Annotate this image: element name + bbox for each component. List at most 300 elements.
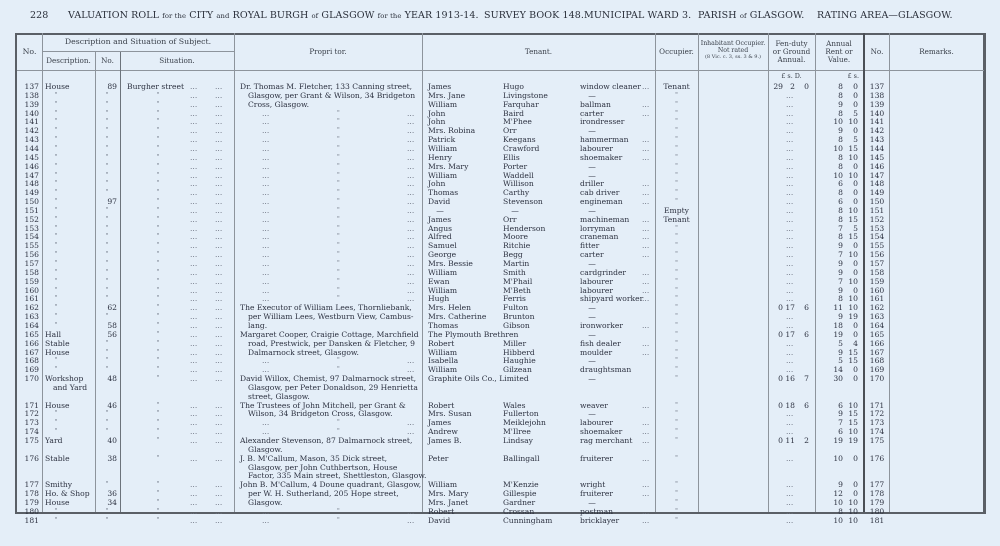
street-number: " bbox=[105, 109, 109, 117]
row-number-right: 166 bbox=[869, 338, 885, 348]
col-header-occupier: Occupier. bbox=[659, 47, 694, 56]
leader-dots: ... bbox=[642, 214, 650, 224]
feu-pounds: 0 bbox=[778, 374, 783, 384]
tenant-first-name: Robert bbox=[428, 506, 455, 516]
ditto-mark: " bbox=[337, 507, 340, 515]
proprietor-line: lang. bbox=[248, 320, 268, 330]
tenant-surname: Ballingall bbox=[503, 453, 540, 463]
tenant-surname: Gillespie bbox=[503, 489, 537, 499]
tenant-first-name: William bbox=[428, 99, 458, 109]
feu-shillings: 18 bbox=[785, 400, 795, 410]
street-number: " bbox=[105, 233, 109, 241]
leader-dots: ... bbox=[407, 232, 415, 242]
rent-pounds: 14 bbox=[833, 365, 843, 375]
rent-pounds: 9 bbox=[838, 347, 843, 357]
feu-empty-dots: ... bbox=[786, 179, 794, 189]
description: " bbox=[54, 189, 58, 197]
tenant-first-name: William bbox=[428, 365, 458, 375]
leader-dots: ... bbox=[215, 312, 223, 322]
occupation: labourer bbox=[580, 418, 614, 428]
description: Ho. & Shop bbox=[45, 489, 90, 499]
rent-pounds: 6 bbox=[838, 427, 843, 437]
tenant-surname: Orr bbox=[503, 214, 517, 224]
leader-dots: ... bbox=[407, 161, 415, 171]
occupier: " bbox=[675, 339, 678, 347]
occupation: carter bbox=[580, 108, 604, 118]
leader-dots: ... bbox=[642, 82, 650, 91]
rent-pounds: 19 bbox=[833, 329, 843, 339]
occupation: ironworker bbox=[580, 320, 623, 330]
occupier: Empty bbox=[664, 205, 689, 215]
rent-pounds: 9 bbox=[838, 285, 843, 295]
situation: " bbox=[156, 277, 160, 285]
street-number: 40 bbox=[107, 436, 117, 445]
row-number-right: 175 bbox=[869, 436, 885, 445]
proprietor-line: street, Glasgow. bbox=[248, 391, 310, 401]
tenant-first-name: James bbox=[428, 214, 452, 224]
tenant-first-name: Thomas bbox=[428, 188, 459, 198]
row-number-right: 173 bbox=[869, 418, 885, 428]
occupier: " bbox=[675, 348, 678, 356]
occupier: " bbox=[675, 286, 678, 294]
tenant-surname: M'Kenzie bbox=[503, 480, 539, 490]
col-header-remarks: Remarks. bbox=[919, 47, 954, 56]
description: " bbox=[54, 109, 58, 117]
description: " bbox=[54, 516, 58, 524]
row-number: 141 bbox=[24, 117, 39, 127]
street-number: " bbox=[105, 348, 109, 356]
leader-dots: ... bbox=[642, 400, 650, 410]
street-number: " bbox=[105, 357, 109, 365]
situation: " bbox=[156, 419, 160, 427]
street-number: 62 bbox=[107, 303, 117, 313]
leader-dots: ... bbox=[215, 232, 223, 242]
situation: " bbox=[156, 268, 160, 276]
leader-dots: ... bbox=[215, 82, 223, 91]
row-number: 169 bbox=[24, 365, 39, 375]
leader-dots: ... bbox=[262, 223, 270, 233]
ditto-mark: " bbox=[337, 419, 340, 427]
rent-pounds: 8 bbox=[838, 152, 843, 162]
situation: " bbox=[156, 516, 160, 524]
title-text: for the bbox=[377, 12, 402, 20]
description: " bbox=[54, 100, 58, 108]
rent-pounds: 8 bbox=[838, 90, 843, 100]
occupation: — bbox=[588, 303, 596, 313]
row-number: 149 bbox=[24, 188, 39, 198]
tenant-surname: Ferris bbox=[503, 294, 526, 304]
row-number-right: 180 bbox=[869, 506, 885, 516]
rent-shillings: 0 bbox=[853, 480, 858, 490]
tenant-first-name: Mrs. Helen bbox=[428, 303, 472, 313]
leader-dots: ... bbox=[190, 276, 198, 286]
occupation: labourer bbox=[580, 285, 614, 295]
situation: " bbox=[156, 330, 160, 338]
col-rule bbox=[698, 33, 699, 512]
street-number: 89 bbox=[107, 82, 117, 91]
leader-dots: ... bbox=[407, 197, 415, 207]
tenant-first-name: Mrs. Susan bbox=[428, 409, 472, 419]
leader-dots: ... bbox=[262, 188, 270, 198]
row-number-right: 148 bbox=[869, 179, 885, 189]
leader-dots: ... bbox=[190, 241, 198, 251]
description: " bbox=[54, 242, 58, 250]
feu-empty-dots: ... bbox=[786, 259, 794, 268]
header-line: Fen-duty bbox=[775, 39, 808, 48]
occupier: " bbox=[675, 366, 678, 374]
situation: " bbox=[156, 454, 160, 462]
leader-dots: ... bbox=[190, 267, 198, 277]
tenant-surname: Cunningham bbox=[503, 515, 553, 525]
feu-empty-dots: ... bbox=[786, 276, 794, 286]
occupier: " bbox=[675, 419, 678, 427]
leader-dots: ... bbox=[190, 497, 198, 507]
occupation: — bbox=[588, 205, 596, 215]
situation: " bbox=[156, 321, 160, 329]
title-text: and bbox=[216, 12, 230, 20]
leader-dots: ... bbox=[642, 320, 650, 330]
rent-shillings: 0 bbox=[853, 82, 858, 91]
feu-pence: 2 bbox=[804, 436, 809, 445]
description: " bbox=[54, 118, 58, 126]
tenant-first-name: John bbox=[428, 179, 446, 189]
situation: " bbox=[156, 401, 160, 409]
leader-dots: ... bbox=[190, 374, 198, 384]
leader-dots: ... bbox=[407, 294, 415, 304]
tenant-first-name: William bbox=[428, 267, 458, 277]
row-number: 144 bbox=[24, 143, 39, 153]
proprietor-line: Margaret Cooper, Craigie Cottage, Marchfield bbox=[240, 329, 419, 339]
proprietor-line: Glasgow. bbox=[248, 497, 283, 507]
row-number-right: 141 bbox=[869, 117, 885, 127]
rent-pounds: 9 bbox=[838, 409, 843, 419]
leader-dots: ... bbox=[215, 303, 223, 313]
tenant-surname: Haughie bbox=[503, 356, 536, 366]
occupation: window cleaner bbox=[580, 82, 641, 91]
occupier: " bbox=[675, 516, 678, 524]
street-number: " bbox=[105, 481, 109, 489]
tenant-surname: Carthy bbox=[503, 188, 530, 198]
row-number: 145 bbox=[24, 152, 39, 162]
row-number: 158 bbox=[24, 267, 39, 277]
row-number-right: 178 bbox=[869, 489, 885, 499]
tenant-first-name: Henry bbox=[428, 152, 452, 162]
leader-dots: ... bbox=[190, 232, 198, 242]
occupier: " bbox=[675, 251, 678, 259]
leader-dots: ... bbox=[215, 90, 223, 100]
feu-empty-dots: ... bbox=[786, 365, 794, 375]
street-number: 48 bbox=[107, 374, 117, 384]
row-number-right: 149 bbox=[869, 188, 885, 198]
row-number-right: 137 bbox=[869, 82, 885, 91]
description: " bbox=[54, 91, 58, 99]
parish-text: GLASGOW. bbox=[749, 10, 805, 21]
leader-dots: ... bbox=[262, 285, 270, 295]
leader-dots: ... bbox=[190, 294, 198, 304]
street-number: " bbox=[105, 162, 109, 170]
situation: " bbox=[156, 136, 160, 144]
tenant-first-name: Robert bbox=[428, 338, 455, 348]
occupier: " bbox=[675, 171, 678, 179]
title-text: ROYAL BURGH bbox=[232, 10, 309, 21]
situation: " bbox=[156, 206, 160, 214]
leader-dots: ... bbox=[215, 214, 223, 224]
description: " bbox=[54, 286, 58, 294]
rent-pounds: 7 bbox=[838, 223, 843, 233]
feu-shillings: 17 bbox=[785, 329, 795, 339]
rent-pounds: 8 bbox=[838, 108, 843, 118]
feu-pounds: 0 bbox=[778, 329, 783, 339]
rent-shillings: 10 bbox=[848, 152, 858, 162]
tenant-first-name: Andrew bbox=[428, 427, 458, 437]
street-number: " bbox=[105, 118, 109, 126]
occupier: " bbox=[675, 162, 678, 170]
feu-empty-dots: ... bbox=[786, 223, 794, 233]
leader-dots: ... bbox=[407, 205, 415, 215]
tenant-first-name: David bbox=[428, 197, 451, 207]
leader-dots: ... bbox=[190, 126, 198, 136]
occupier: " bbox=[675, 100, 678, 108]
street-number: " bbox=[105, 153, 109, 161]
rent-shillings: 0 bbox=[853, 320, 858, 330]
occupation: wright bbox=[580, 480, 606, 490]
rent-shillings: 15 bbox=[848, 356, 858, 366]
col-header-no: No. bbox=[22, 47, 37, 56]
tenant-surname: Wales bbox=[503, 400, 526, 410]
occupier: " bbox=[675, 189, 678, 197]
feu-empty-dots: ... bbox=[786, 126, 794, 136]
rent-pounds: 9 bbox=[838, 99, 843, 109]
leader-dots: ... bbox=[642, 267, 650, 277]
leader-dots: ... bbox=[407, 276, 415, 286]
tenant-surname: M'Ilree bbox=[503, 427, 531, 437]
leader-dots: ... bbox=[190, 108, 198, 118]
description: " bbox=[54, 198, 58, 206]
row-number-right: 155 bbox=[869, 241, 885, 251]
leader-dots: ... bbox=[215, 320, 223, 330]
rent-shillings: 10 bbox=[848, 427, 858, 437]
header-line: (8 Vic. c. 3, ss. 3 & 9.) bbox=[704, 54, 761, 60]
situation: " bbox=[156, 251, 160, 259]
row-number-right: 171 bbox=[869, 400, 885, 410]
tenant-surname: Gibson bbox=[503, 320, 530, 330]
occupation: draughtsman bbox=[580, 365, 632, 375]
rent-pounds: 10 bbox=[833, 143, 843, 153]
leader-dots: ... bbox=[190, 418, 198, 428]
row-number: 172 bbox=[24, 409, 39, 419]
occupier: Tenant bbox=[663, 214, 690, 224]
row-number-right: 138 bbox=[869, 90, 885, 100]
occupation: lorryman bbox=[580, 223, 616, 233]
description: " bbox=[54, 224, 58, 232]
rent-shillings: 5 bbox=[853, 223, 858, 233]
col-header-proprietor: Propri tor. bbox=[309, 47, 347, 56]
occupier: Tenant bbox=[663, 82, 690, 91]
tenant-surname: Moore bbox=[503, 232, 529, 242]
occupier: " bbox=[675, 153, 678, 161]
description: " bbox=[54, 277, 58, 285]
municipal-ward: MUNICIPAL WARD 3. bbox=[584, 10, 692, 21]
situation: " bbox=[156, 100, 160, 108]
rent-pounds: 10 bbox=[833, 170, 843, 180]
leader-dots: ... bbox=[215, 170, 223, 180]
leader-dots: ... bbox=[190, 436, 198, 445]
occupation: shipyard worker bbox=[580, 294, 644, 304]
col-rule bbox=[889, 33, 890, 512]
tenant-first-name: James bbox=[428, 82, 452, 91]
rent-shillings: 5 bbox=[853, 135, 858, 145]
proprietor-line: Glasgow, per Peter Donaldson, 29 Henrietta bbox=[248, 382, 418, 392]
title-text: of bbox=[311, 12, 319, 20]
header-rule bbox=[17, 70, 984, 71]
leader-dots: ... bbox=[262, 197, 270, 207]
leader-dots: ... bbox=[190, 489, 198, 499]
description: " bbox=[54, 162, 58, 170]
row-number: 174 bbox=[24, 427, 39, 437]
leader-dots: ... bbox=[262, 232, 270, 242]
situation: " bbox=[156, 366, 160, 374]
feu-empty-dots: ... bbox=[786, 480, 794, 490]
rent-pounds: 5 bbox=[838, 338, 843, 348]
row-number: 155 bbox=[24, 241, 39, 251]
rent-pounds: 9 bbox=[838, 259, 843, 268]
situation: " bbox=[156, 127, 160, 135]
leader-dots: ... bbox=[642, 480, 650, 490]
tenant-surname: Fullerton bbox=[503, 409, 539, 419]
leader-dots: ... bbox=[407, 188, 415, 198]
header-line: Annual. bbox=[777, 55, 806, 64]
rent-pounds: 8 bbox=[838, 205, 843, 215]
feu-empty-dots: ... bbox=[786, 409, 794, 419]
leader-dots: ... bbox=[190, 259, 198, 268]
rent-pounds: 6 bbox=[838, 400, 843, 410]
row-number: 167 bbox=[24, 347, 39, 357]
leader-dots: ... bbox=[407, 418, 415, 428]
rent-pounds: 5 bbox=[838, 356, 843, 366]
occupation: moulder bbox=[580, 347, 613, 357]
row-number-right: 181 bbox=[869, 515, 885, 525]
leader-dots: ... bbox=[407, 506, 415, 516]
occupation: — bbox=[588, 312, 596, 322]
rent-shillings: 0 bbox=[853, 188, 858, 198]
tenant-surname: Hugo bbox=[503, 82, 524, 91]
leader-dots: ... bbox=[215, 427, 223, 437]
col-header-annual-rent bbox=[815, 40, 863, 64]
ditto-mark: " bbox=[337, 242, 340, 250]
leader-dots: ... bbox=[642, 436, 650, 445]
situation: " bbox=[156, 410, 160, 418]
rent-shillings: 5 bbox=[853, 108, 858, 118]
ditto-mark: " bbox=[337, 251, 340, 259]
row-number: 171 bbox=[24, 400, 39, 410]
leader-dots: ... bbox=[190, 82, 198, 91]
row-number: 166 bbox=[24, 338, 39, 348]
col-header-situation: Situation. bbox=[159, 56, 195, 65]
occupation: shoemaker bbox=[580, 152, 623, 162]
situation: " bbox=[156, 118, 160, 126]
rent-pounds: 10 bbox=[833, 515, 843, 525]
description: " bbox=[54, 304, 58, 312]
rent-shillings: 10 bbox=[848, 303, 858, 313]
row-number-right: 159 bbox=[869, 276, 885, 286]
occupation: — bbox=[588, 329, 596, 339]
leader-dots: ... bbox=[642, 188, 650, 198]
feu-empty-dots: ... bbox=[786, 232, 794, 242]
rent-shillings: 0 bbox=[853, 489, 858, 499]
title-text: YEAR 1913-14. bbox=[404, 10, 479, 21]
leader-dots: ... bbox=[190, 161, 198, 171]
leader-dots: ... bbox=[642, 108, 650, 118]
leader-dots: ... bbox=[190, 90, 198, 100]
leader-dots: ... bbox=[262, 506, 270, 516]
leader-dots: ... bbox=[190, 338, 198, 348]
proprietor-line: John B. M'Callum, 4 Doune quadrant, Glasgow, bbox=[240, 480, 422, 490]
leader-dots: ... bbox=[215, 515, 223, 525]
leader-dots: ... bbox=[215, 436, 223, 445]
feu-empty-dots: ... bbox=[786, 312, 794, 322]
occupier: " bbox=[675, 410, 678, 418]
description: and Yard bbox=[53, 382, 88, 392]
rent-shillings: 10 bbox=[848, 276, 858, 286]
col-header-inhabitant bbox=[698, 40, 768, 61]
col-header-no-right: No. bbox=[870, 47, 884, 56]
leader-dots: ... bbox=[215, 329, 223, 339]
occupier: " bbox=[675, 437, 678, 444]
feu-empty-dots: ... bbox=[786, 338, 794, 348]
occupation: cab driver bbox=[580, 188, 620, 198]
situation: " bbox=[156, 481, 160, 489]
situation: " bbox=[156, 490, 160, 498]
tenant-surname: Miller bbox=[503, 338, 527, 348]
situation: " bbox=[156, 224, 160, 232]
proprietor-line: The Executor of William Lees, Thornliebank, bbox=[240, 303, 412, 313]
feu-empty-dots: ... bbox=[786, 294, 794, 304]
occupier: " bbox=[675, 357, 678, 365]
row-number-right: 140 bbox=[869, 108, 885, 118]
description: " bbox=[54, 180, 58, 188]
ditto-mark: " bbox=[337, 295, 340, 303]
rent-pounds: 9 bbox=[838, 480, 843, 490]
street-number: " bbox=[105, 260, 109, 267]
leader-dots: ... bbox=[262, 117, 270, 127]
street-number: 58 bbox=[107, 320, 117, 330]
leader-dots: ... bbox=[190, 197, 198, 207]
proprietor-line: Glasgow, per John Cuthbertson, House bbox=[248, 462, 398, 472]
leader-dots: ... bbox=[407, 117, 415, 127]
occupation: — bbox=[588, 161, 596, 171]
street-number: " bbox=[105, 419, 109, 427]
leader-dots: ... bbox=[642, 347, 650, 357]
ditto-mark: " bbox=[337, 153, 340, 161]
leader-dots: ... bbox=[642, 152, 650, 162]
feu-pence: 6 bbox=[804, 303, 809, 313]
row-number-right: 174 bbox=[869, 427, 885, 437]
rent-shillings: 0 bbox=[853, 241, 858, 251]
description: Stable bbox=[45, 338, 70, 348]
ditto-mark: " bbox=[337, 366, 340, 374]
situation: " bbox=[156, 215, 160, 223]
leader-dots: ... bbox=[190, 179, 198, 189]
situation: " bbox=[156, 109, 160, 117]
leader-dots: ... bbox=[190, 329, 198, 339]
leader-dots: ... bbox=[190, 506, 198, 516]
proprietor-line: Glasgow, per Grant & Wilson, 34 Bridgeton bbox=[248, 90, 416, 100]
row-number-right: 168 bbox=[869, 356, 885, 366]
leader-dots: ... bbox=[215, 338, 223, 348]
situation: " bbox=[156, 171, 160, 179]
street-number: " bbox=[105, 516, 109, 524]
rent-shillings: 15 bbox=[848, 347, 858, 357]
